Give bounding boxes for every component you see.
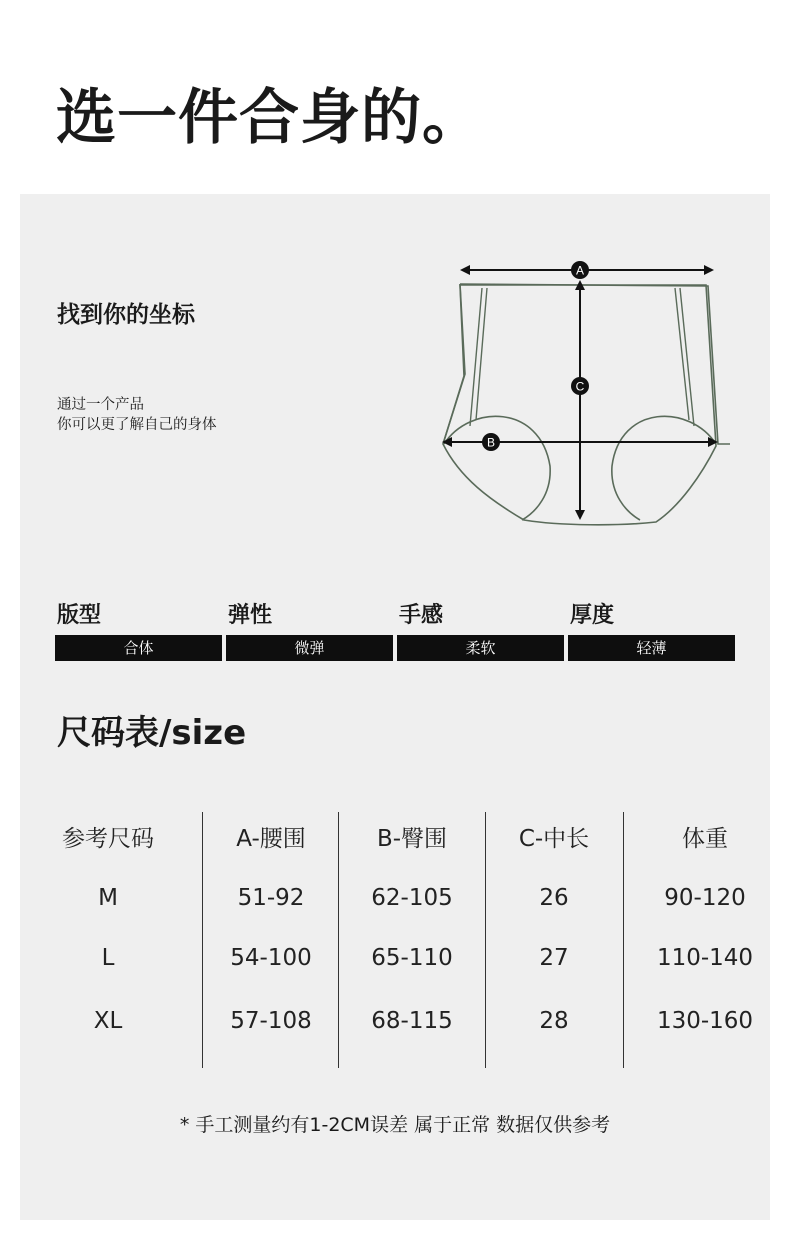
table-header: 体重 — [682, 826, 728, 852]
label-c-badge — [571, 377, 589, 395]
left-seam-outer — [470, 288, 482, 426]
left-seam-inner — [476, 288, 487, 420]
column-size — [40, 812, 176, 1068]
table-cell: 28 — [539, 1008, 569, 1034]
intro-text — [57, 395, 217, 435]
size-guide-panel — [20, 194, 770, 1220]
table-cell: 62-105 — [371, 885, 453, 911]
attribute-value: 合体 — [55, 635, 222, 661]
attribute-thickness — [568, 599, 735, 663]
column-length — [485, 812, 623, 1068]
fabric-attributes — [55, 599, 735, 663]
label-b-badge — [482, 433, 500, 451]
label-c: C — [575, 379, 585, 394]
column-waist — [202, 812, 340, 1068]
table-cell: 57-108 — [230, 1008, 312, 1034]
arrow-head-icon — [460, 265, 470, 275]
table-cell: 130-160 — [656, 1008, 754, 1034]
attribute-value: 柔软 — [397, 635, 564, 661]
label-a-badge — [571, 261, 589, 279]
table-cell: 65-110 — [371, 945, 453, 971]
attribute-value: 微弹 — [226, 635, 393, 661]
table-header: B-臀围 — [376, 826, 448, 852]
left-leg-opening — [444, 416, 550, 520]
measurement-note: * 手工测量约有1-2CM误差 属于正常 数据仅供参考 — [179, 1114, 611, 1136]
attribute-label: 厚度 — [570, 603, 615, 628]
arrow-head-icon — [704, 265, 714, 275]
garment-measurement-diagram — [440, 254, 730, 534]
size-chart-heading: 尺码表/size — [57, 713, 247, 753]
intro-heading: 找到你的坐标 — [57, 302, 195, 328]
attribute-label: 版型 — [57, 603, 102, 628]
table-header: 参考尺码 — [62, 826, 154, 852]
table-cell: L — [101, 945, 115, 971]
size-table — [40, 812, 760, 1068]
intro-line: 通过一个产品 — [57, 397, 144, 413]
table-cell: 51-92 — [237, 885, 305, 911]
attribute-fit — [55, 599, 222, 663]
table-cell: 26 — [539, 885, 569, 911]
table-cell: M — [98, 885, 118, 911]
right-leg-opening — [612, 416, 716, 520]
attribute-label: 手感 — [399, 603, 444, 628]
attribute-value: 轻薄 — [568, 635, 735, 661]
attribute-feel — [397, 599, 564, 663]
label-b: B — [486, 435, 496, 450]
table-cell: 54-100 — [230, 945, 312, 971]
table-cell: XL — [93, 1008, 123, 1034]
intro-line: 你可以更了解自己的身体 — [57, 417, 217, 433]
attribute-elasticity — [226, 599, 393, 663]
table-header: C-中长 — [518, 826, 590, 852]
table-cell: 27 — [539, 945, 569, 971]
column-weight — [623, 812, 787, 1068]
label-a: A — [575, 263, 585, 278]
page-title: 选一件合身的。 — [56, 83, 483, 153]
table-cell: 90-120 — [664, 885, 746, 911]
column-hip — [338, 812, 486, 1068]
table-header: A-腰围 — [236, 826, 306, 852]
attribute-label: 弹性 — [228, 603, 273, 628]
table-cell: 110-140 — [656, 945, 754, 971]
table-cell: 68-115 — [371, 1008, 453, 1034]
arrow-head-icon — [575, 510, 585, 520]
